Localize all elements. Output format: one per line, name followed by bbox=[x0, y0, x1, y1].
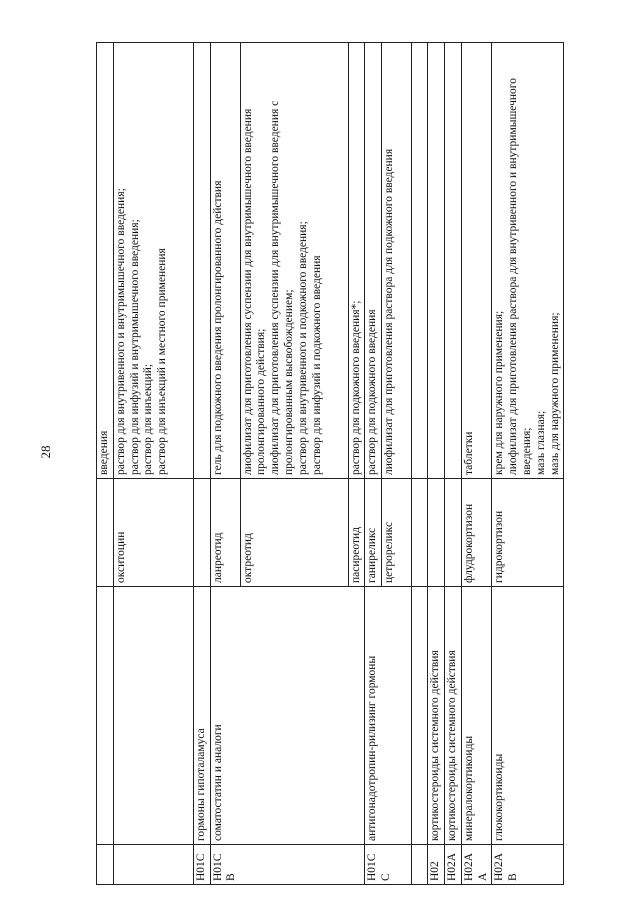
drug-name-cell: окситоцин bbox=[113, 479, 193, 587]
table-row bbox=[428, 43, 445, 885]
group-name-cell: соматостатин и аналоги bbox=[210, 587, 365, 845]
dosage-form-cell bbox=[444, 43, 461, 479]
dosage-form-cell bbox=[412, 43, 428, 479]
table-row bbox=[461, 43, 492, 885]
drug-name-cell: ганиреликс bbox=[365, 479, 382, 587]
group-name-cell: глюкокортикоиды bbox=[492, 587, 564, 845]
atc-code-cell: H02 bbox=[428, 845, 445, 885]
table-row bbox=[412, 43, 428, 885]
page-number: 28 bbox=[38, 445, 53, 459]
dosage-form-cell: введения bbox=[97, 43, 114, 479]
atc-code-cell bbox=[412, 845, 428, 885]
dosage-form-cell: лиофилизат для приготовления раствора для подкожного введения bbox=[382, 43, 412, 479]
rotated-page-content bbox=[96, 43, 561, 885]
group-name-cell bbox=[412, 587, 428, 845]
group-name-cell: кортикостероиды системного действия bbox=[428, 587, 445, 845]
group-name-cell: гормоны гипоталамуса bbox=[193, 587, 210, 845]
group-name-cell: антигонадотропин-рилизинг гормоны bbox=[365, 587, 412, 845]
dosage-form-cell bbox=[193, 43, 210, 479]
drug-list-table bbox=[96, 42, 564, 885]
group-name-cell bbox=[97, 587, 114, 845]
atc-code-cell: H02AB bbox=[492, 845, 564, 885]
drug-name-cell bbox=[428, 479, 445, 587]
table-row bbox=[113, 43, 193, 885]
dosage-form-cell: раствор для подкожного введения*; bbox=[348, 43, 365, 479]
group-name-cell bbox=[113, 587, 193, 845]
drug-name-cell: пасиреотид bbox=[348, 479, 365, 587]
dosage-form-cell: таблетки bbox=[461, 43, 492, 479]
atc-code-cell: H02A bbox=[444, 845, 461, 885]
drug-name-cell bbox=[412, 479, 428, 587]
drug-name-cell: флудрокортизон bbox=[461, 479, 492, 587]
table-row bbox=[492, 43, 564, 885]
atc-code-cell: H01CB bbox=[210, 845, 365, 885]
group-name-cell: кортикостероиды системного действия bbox=[444, 587, 461, 845]
dosage-form-cell: крем для наружного применения; лиофилизат для приготовления раствора для внутривенного и внутримышечного введения; мазь глазная; мазь для наружного применения; bbox=[492, 43, 564, 479]
dosage-form-cell: раствор для подкожного введения bbox=[365, 43, 382, 479]
drug-name-cell bbox=[97, 479, 114, 587]
drug-name-cell: цетрореликс bbox=[382, 479, 412, 587]
dosage-form-cell: лиофилизат для приготовления суспензии для внутримышечного введения пролонгированного действия; лиофилизат для приготовления суспензии для внутримышечного введения с пролонгированным высвобождением; раствор для внутривенного и подкожного введения; раствор для инфузий и подкожного введения bbox=[240, 43, 348, 479]
table-row bbox=[444, 43, 461, 885]
table-row bbox=[97, 43, 114, 885]
atc-code-cell: H01CC bbox=[365, 845, 412, 885]
group-name-cell: минералокортикоиды bbox=[461, 587, 492, 845]
table-row bbox=[210, 43, 240, 885]
atc-code-cell: H02AA bbox=[461, 845, 492, 885]
table-row bbox=[365, 43, 382, 885]
atc-code-cell bbox=[113, 845, 193, 885]
drug-name-cell bbox=[193, 479, 210, 587]
drug-name-cell bbox=[444, 479, 461, 587]
dosage-form-cell: гель для подкожного введения пролонгированного действия bbox=[210, 43, 240, 479]
atc-code-cell: H01C bbox=[193, 845, 210, 885]
table-row bbox=[193, 43, 210, 885]
dosage-form-cell bbox=[428, 43, 445, 479]
drug-name-cell: ланреотид bbox=[210, 479, 240, 587]
dosage-form-cell: раствор для внутривенного и внутримышечного введения; раствор для инфузий и внутримышечного введения; раствор для инъекций; раствор для инъекций и местного применения bbox=[113, 43, 193, 479]
atc-code-cell bbox=[97, 845, 114, 885]
drug-name-cell: гидрокортизон bbox=[492, 479, 564, 587]
drug-name-cell: октреотид bbox=[240, 479, 348, 587]
